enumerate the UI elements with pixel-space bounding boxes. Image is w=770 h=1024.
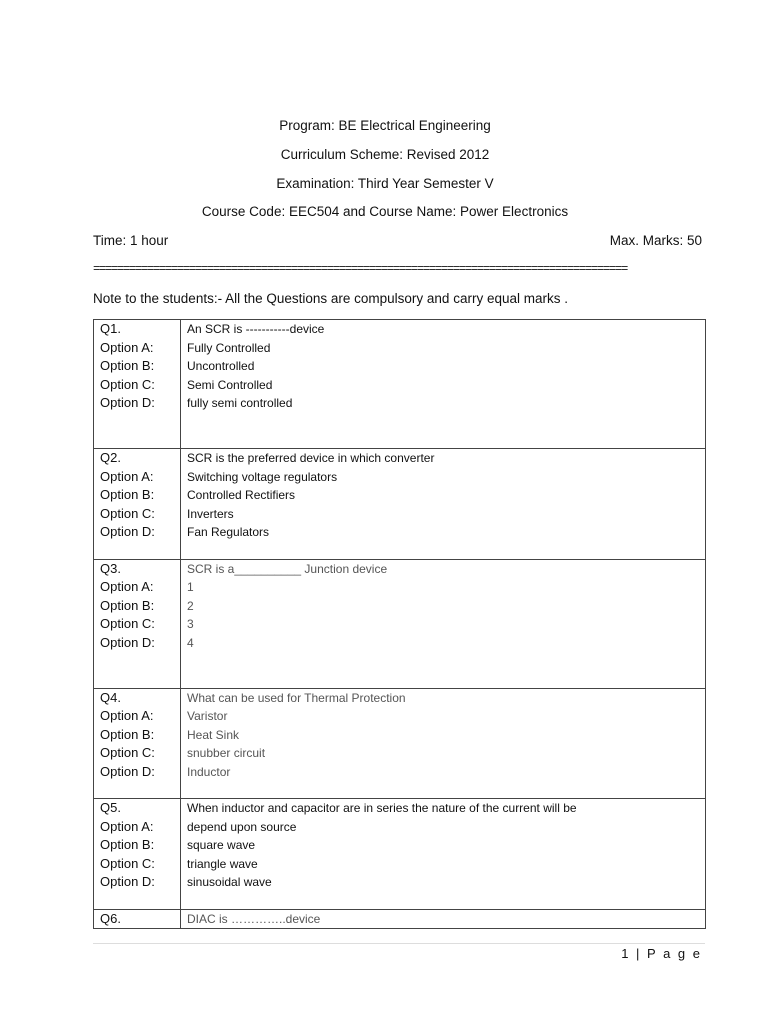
option-row — [94, 376, 706, 395]
row-label: Q4. — [94, 688, 181, 707]
question-row — [94, 449, 706, 468]
row-label: Q1. — [94, 320, 181, 339]
option-row — [94, 597, 706, 616]
option-row — [94, 744, 706, 763]
row-text: SCR is the preferred device in which converter — [181, 449, 706, 468]
row-label: Option D: — [94, 634, 181, 653]
option-row — [94, 486, 706, 505]
blank-row — [94, 431, 706, 449]
row-label: Q6. — [94, 909, 181, 929]
questions-table — [93, 319, 706, 929]
row-text: Semi Controlled — [181, 376, 706, 395]
row-text: square wave — [181, 836, 706, 855]
blank-row — [94, 781, 706, 799]
blank-row — [94, 671, 706, 689]
row-text: SCR is a__________ Junction device — [181, 559, 706, 578]
row-text: Fan Regulators — [181, 523, 706, 542]
row-text: 1 — [181, 578, 706, 597]
row-label: Option B: — [94, 357, 181, 376]
row-text: Uncontrolled — [181, 357, 706, 376]
row-text: DIAC is …………..device — [181, 909, 706, 929]
option-row — [94, 339, 706, 358]
page-number: 1 | P a g e — [621, 946, 702, 961]
row-text: Inductor — [181, 763, 706, 782]
row-label: Option A: — [94, 818, 181, 837]
row-label: Option D: — [94, 394, 181, 413]
row-text: fully semi controlled — [181, 394, 706, 413]
option-row — [94, 468, 706, 487]
option-row — [94, 726, 706, 745]
row-label: Option C: — [94, 376, 181, 395]
option-row — [94, 578, 706, 597]
row-label: Option C: — [94, 855, 181, 874]
row-label: Option B: — [94, 836, 181, 855]
row-text: Varistor — [181, 707, 706, 726]
row-label: Option D: — [94, 763, 181, 782]
row-text: Inverters — [181, 505, 706, 524]
max-marks-label: Max. Marks: 50 — [609, 233, 702, 248]
students-note: Note to the students:- All the Questions are compulsory and carry equal marks . — [93, 291, 568, 306]
row-label: Option A: — [94, 578, 181, 597]
row-text: Fully Controlled — [181, 339, 706, 358]
row-text: An SCR is -----------device — [181, 320, 706, 339]
question-row — [94, 320, 706, 339]
row-label: Option C: — [94, 615, 181, 634]
option-row — [94, 818, 706, 837]
row-label: Q2. — [94, 449, 181, 468]
row-text: snubber circuit — [181, 744, 706, 763]
row-text: 2 — [181, 597, 706, 616]
program-line: Program: BE Electrical Engineering — [279, 118, 491, 133]
row-label: Option C: — [94, 744, 181, 763]
row-text: 4 — [181, 634, 706, 653]
option-row — [94, 873, 706, 892]
row-label: Option D: — [94, 523, 181, 542]
scheme-line: Curriculum Scheme: Revised 2012 — [280, 147, 490, 162]
row-label: Option B: — [94, 597, 181, 616]
question-row — [94, 799, 706, 818]
row-label: Option B: — [94, 726, 181, 745]
question-row — [94, 559, 706, 578]
row-label: Option B: — [94, 486, 181, 505]
question-row — [94, 909, 706, 929]
course-line: Course Code: EEC504 and Course Name: Power Electronics — [201, 204, 569, 219]
row-text: triangle wave — [181, 855, 706, 874]
option-row — [94, 855, 706, 874]
time-label: Time: 1 hour — [93, 233, 169, 248]
row-label: Option D: — [94, 873, 181, 892]
option-row — [94, 357, 706, 376]
row-label: Q3. — [94, 559, 181, 578]
blank-row — [94, 542, 706, 560]
option-row — [94, 707, 706, 726]
row-label: Option C: — [94, 505, 181, 524]
option-row — [94, 394, 706, 413]
option-row — [94, 763, 706, 782]
spacer-row — [94, 652, 706, 671]
exam-line: Examination: Third Year Semester V — [276, 176, 494, 191]
option-row — [94, 634, 706, 653]
row-label: Option A: — [94, 339, 181, 358]
option-row — [94, 505, 706, 524]
row-text: Controlled Rectifiers — [181, 486, 706, 505]
blank-row — [94, 892, 706, 910]
row-text: Switching voltage regulators — [181, 468, 706, 487]
option-row — [94, 836, 706, 855]
row-label: Q5. — [94, 799, 181, 818]
spacer-row — [94, 413, 706, 432]
option-row — [94, 523, 706, 542]
row-label: Option A: — [94, 468, 181, 487]
row-text: depend upon source — [181, 818, 706, 837]
option-row — [94, 615, 706, 634]
row-text: What can be used for Thermal Protection — [181, 688, 706, 707]
footer-divider — [93, 943, 705, 944]
row-text: 3 — [181, 615, 706, 634]
row-text: When inductor and capacitor are in series the nature of the current will be — [181, 799, 706, 818]
separator-rule: ========================================================================================= — [93, 262, 628, 276]
row-text: Heat Sink — [181, 726, 706, 745]
row-text: sinusoidal wave — [181, 873, 706, 892]
question-row — [94, 688, 706, 707]
row-label: Option A: — [94, 707, 181, 726]
